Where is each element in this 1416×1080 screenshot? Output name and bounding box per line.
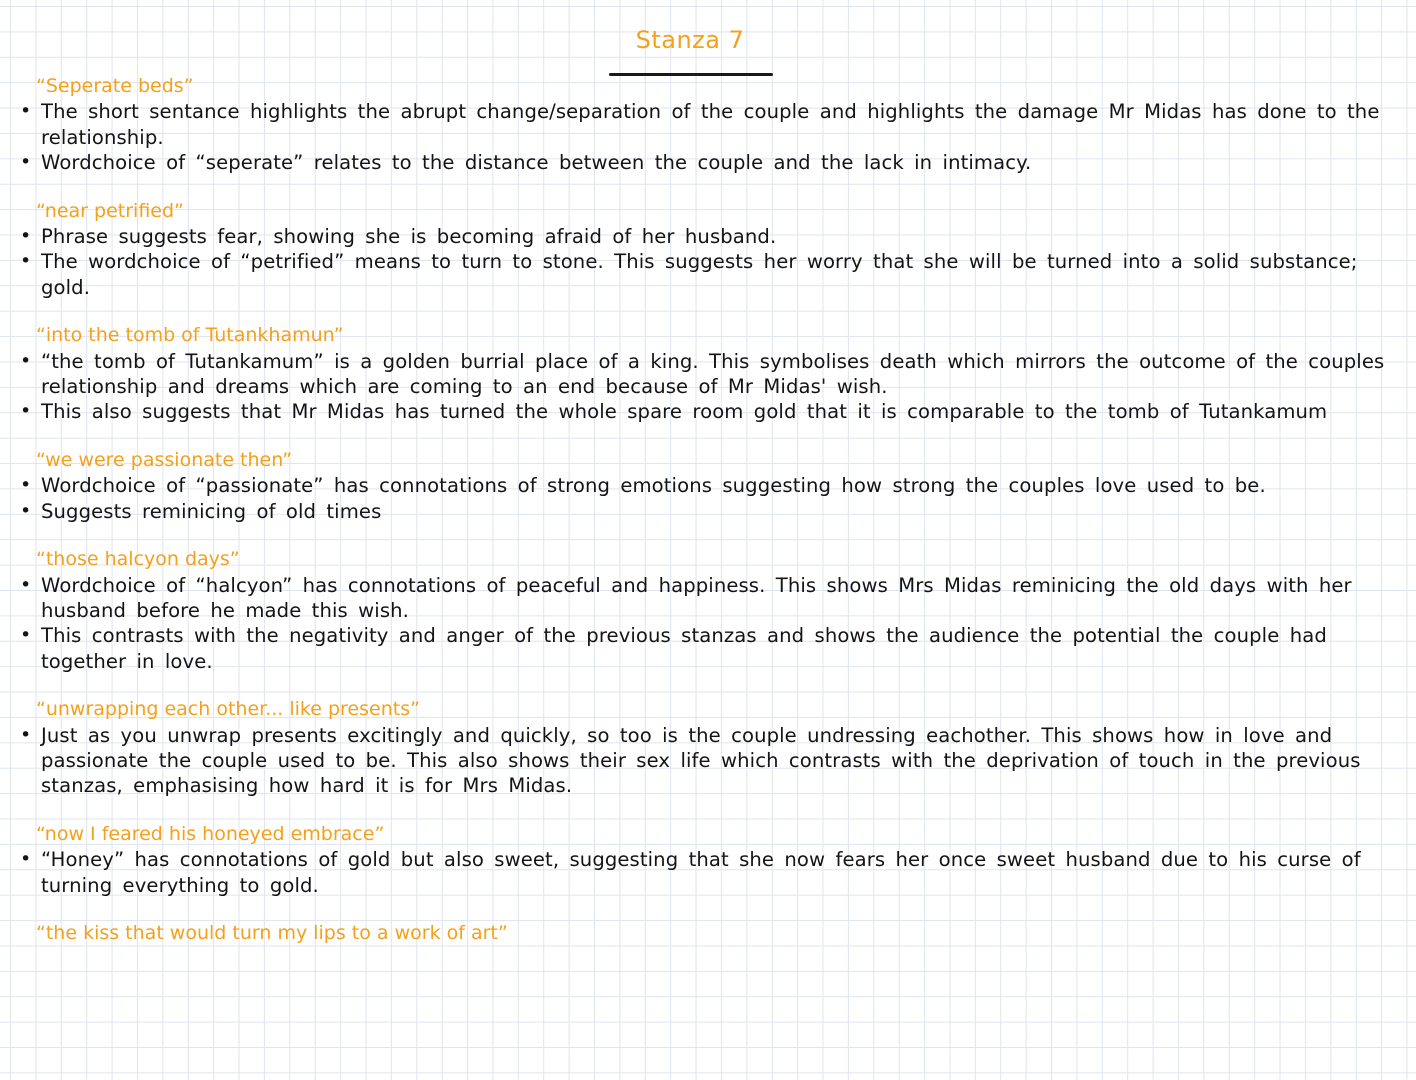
bullet-dot: • — [20, 151, 32, 174]
point-text: Just as you unwrap presents excitingly and quickly, so too is the couple undressing eachother. This shows how in love and passionate the couple used to be. This also shows their sex life which contrasts with the deprivation of touch in the previous stanzas, emphasising how hard it is for Mrs Midas. — [41, 723, 1361, 798]
bullet-dot: • — [20, 400, 32, 423]
point-text: This contrasts with the negativity and anger of the previous stanzas and shows the audience the potential the couple had together in love. — [41, 624, 1327, 673]
quote-section — [14, 921, 1410, 946]
quote-heading: “near petrified” — [36, 199, 184, 222]
bullet-dot: • — [20, 848, 32, 871]
point-text: “the tomb of Tutankamum” is a golden burrial place of a king. This symbolises death which mirrors the outcome of the couples relationship and dreams which are coming to an end because of Mr Midas' wish. — [41, 349, 1385, 399]
point-text: Phrase suggests fear, showing she is becoming afraid of her husband. — [41, 225, 777, 249]
point-text: Wordchoice of “passionate” has connotations of strong emotions suggesting how strong the couples love used to be. — [41, 474, 1266, 498]
bullet-point — [14, 723, 1410, 799]
bullet-point — [14, 99, 1410, 150]
point-text: The short sentance highlights the abrupt change/separation of the couple and highlights the damage Mr Midas has done to the relationship. — [41, 100, 1380, 149]
quote-section — [14, 448, 1410, 524]
bullet-dot: • — [20, 499, 32, 522]
bullet-point — [14, 473, 1410, 498]
bullet-point — [14, 150, 1410, 175]
bullet-point — [14, 623, 1410, 674]
bullet-point — [14, 847, 1410, 898]
bullet-point — [14, 499, 1410, 524]
bullet-dot: • — [20, 624, 32, 647]
quote-heading: “now I feared his honeyed embrace” — [36, 822, 385, 845]
bullet-point — [14, 349, 1410, 400]
quote-section — [14, 199, 1410, 301]
quote-heading: “the kiss that would turn my lips to a work of art” — [36, 921, 508, 944]
page-title: Stanza 7 — [635, 26, 745, 54]
quote-section — [14, 697, 1410, 799]
bullet-dot: • — [20, 723, 32, 746]
bullet-dot: • — [20, 250, 32, 273]
bullet-dot: • — [20, 225, 32, 248]
quote-heading: “those halcyon days” — [36, 548, 240, 571]
point-text: “Honey” has connotations of gold but also sweet, suggesting that she now fears her once sweet husband due to his curse of turning everything to gold. — [41, 848, 1361, 897]
bullet-point — [14, 249, 1410, 300]
bullet-dot: • — [20, 100, 32, 123]
bullet-dot: • — [20, 474, 32, 497]
point-text: Suggests reminicing of old times — [41, 499, 382, 523]
point-text: Wordchoice of “seperate” relates to the distance between the couple and the lack in intimacy. — [41, 151, 1032, 175]
point-text: The wordchoice of “petrified” means to turn to stone. This suggests her worry that she will be turned into a solid substance; gold. — [41, 250, 1358, 299]
point-text: This also suggests that Mr Midas has turned the whole spare room gold that it is comparable to the tomb of Tutankamum — [41, 400, 1328, 424]
bullet-point — [14, 224, 1410, 249]
quote-heading: “unwrapping each other... like presents” — [36, 698, 420, 721]
bullet-point — [14, 573, 1410, 624]
quote-section — [14, 323, 1410, 425]
quote-section — [14, 547, 1410, 674]
quote-section — [14, 822, 1410, 898]
quote-heading: “we were passionate then” — [36, 448, 293, 471]
bullet-dot: • — [20, 349, 32, 372]
bullet-point — [14, 399, 1410, 424]
notes-content — [14, 74, 1410, 969]
quote-heading: “Seperate beds” — [36, 75, 194, 97]
quote-heading: “into the tomb of Tutankhamun” — [36, 324, 344, 347]
point-text: Wordchoice of “halcyon” has connotations of peaceful and happiness. This shows Mrs Midas reminicing the old days with her husband before he made this wish. — [41, 573, 1352, 622]
quote-section — [14, 74, 1410, 176]
bullet-dot: • — [20, 573, 32, 596]
